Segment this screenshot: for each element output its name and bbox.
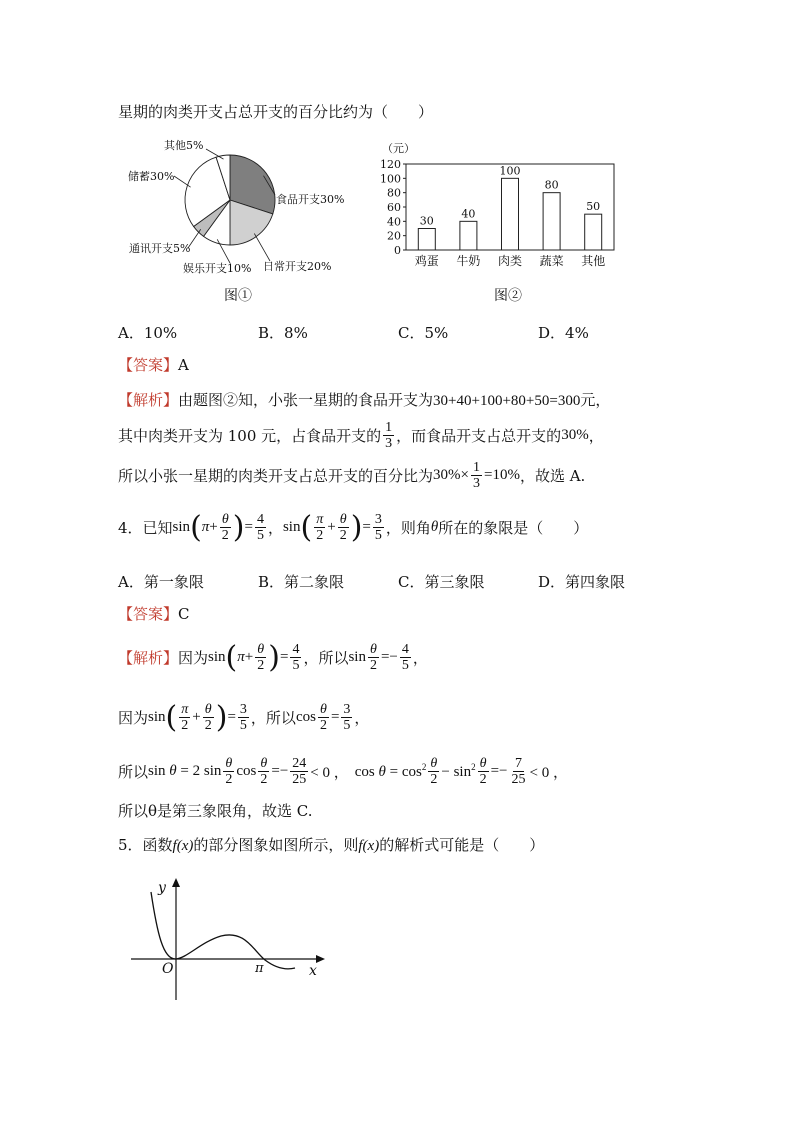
answer-tag: 【答案】	[118, 605, 179, 623]
analysis-text: 所以	[118, 763, 149, 781]
answer-tag: 【答案】	[118, 356, 179, 374]
bar-value-label: 100	[499, 164, 521, 178]
q4-option-a[interactable]: A．第一象限	[118, 573, 204, 591]
q3-option-c[interactable]: C．5%	[398, 324, 449, 342]
bar-value-label: 40	[461, 207, 476, 221]
pie-label: 储蓄30%	[128, 170, 175, 183]
answer-value: A	[178, 356, 189, 374]
q4-option-c[interactable]: C．第三象限	[398, 573, 485, 591]
q5-stem-text: 的解析式可能是（ ）	[379, 836, 545, 854]
q4-option-d[interactable]: D．第四象限	[538, 573, 626, 591]
q4-analysis-line2: 因为 sin ( $\frac{\pi}{2}$ + $\frac{\theta}{2}$ ) = $\frac{3}{5}$ ，所以 cos $\frac{\theta}{2}$ = $\frac{3}{5}$ ，	[118, 700, 370, 735]
bar-chart-yticks	[380, 158, 401, 257]
analysis-text: 其中肉类开支为 100 元，占食品开支的	[118, 427, 382, 445]
bar-chart-ytick-label: 40	[387, 215, 401, 229]
analysis-text: 因为	[178, 649, 209, 667]
q4-analysis-line1: 【解析】 因为 sin ( π + $\frac{\theta}{2}$ ) = $\frac{4}{5}$ ，所以 sin $\frac{\theta}{2}$ =− $\frac{4}{5}$ ，	[118, 640, 428, 675]
analysis-text: ，而食品开支占总开支的	[396, 427, 562, 445]
q4-stem: 4．已知 sin ( π + $\frac{\theta}{2}$ ) = $\frac{4}{5}$ ， sin ( $\frac{\pi}{2}$ + $\frac{\theta}{2}$ ) = $\frac{3}{5}$ ，则角 θ 所在的象限是（ ）	[118, 510, 589, 545]
analysis-text: ，	[588, 427, 604, 445]
function-curve	[151, 892, 295, 969]
bar-category-label: 牛奶	[456, 254, 481, 268]
q3-option-a[interactable]: A．10%	[118, 324, 178, 342]
q3-option-d[interactable]: D．4%	[538, 324, 589, 342]
q3-analysis-line2	[118, 420, 604, 451]
pie-leader-line	[254, 233, 270, 261]
bar-chart-ytick-label: 120	[380, 158, 401, 171]
q4-stem-text: 4．已知	[118, 519, 173, 537]
bar	[460, 221, 477, 250]
bar-chart-ylabel: （元）	[382, 142, 415, 155]
origin-label: O	[162, 961, 174, 977]
fig1-caption: 图①	[224, 288, 252, 304]
y-axis-label: y	[158, 880, 166, 896]
q3-analysis-line1	[118, 389, 610, 410]
bar-chart-ytick-label: 80	[387, 186, 401, 200]
bar-chart-category-labels	[415, 253, 605, 268]
q4-stem-text: 所在的象限是（ ）	[438, 519, 589, 537]
analysis-text: ，所以	[303, 649, 349, 667]
pie-slices	[185, 155, 275, 245]
bar-category-label: 其他	[581, 254, 606, 268]
analysis-text-end: 元，	[580, 391, 611, 409]
analysis-math: 30%	[561, 427, 589, 443]
analysis-text: 所以小张一星期的肉类开支占总开支的百分比为	[118, 467, 434, 485]
pie-label: 娱乐开支10%	[183, 262, 252, 275]
bar-chart-bars	[418, 178, 601, 250]
q4-analysis-line3: 所以 sin θ = 2 sin $\frac{\theta}{2}$ cos $\frac{\theta}{2}$ =− $\frac{24}{25}$ < 0 ， $\cos \theta = \cos^2$ $\frac{\theta}{2}$ − $\sin^2$ $\frac{\theta}{2}$ =− $\frac{7}{25}$ < 0 ，	[118, 756, 568, 787]
q3-stem: 星期的肉类开支占总开支的百分比约为（ ）	[118, 103, 434, 121]
x-axis-arrow	[316, 955, 325, 963]
answer-value: C	[178, 605, 190, 623]
analysis-tag: 【解析】	[118, 649, 179, 667]
analysis-text: ，所以	[250, 709, 296, 727]
bar-chart	[368, 138, 628, 273]
q5-stem-text: 5．函数	[118, 836, 173, 854]
q4-answer	[118, 603, 190, 624]
q4-stem-text: ，则角	[385, 519, 431, 537]
fraction-one-third: $\frac{1}{3}$	[385, 420, 393, 451]
x-axis-label: x	[309, 963, 317, 979]
pie-chart	[110, 130, 360, 305]
function-symbol: f(x)	[172, 838, 194, 854]
pi-label: π	[255, 961, 264, 976]
bar	[502, 178, 519, 250]
bar	[418, 229, 435, 251]
q5-stem	[118, 834, 544, 855]
theta-symbol: θ	[430, 519, 439, 535]
analysis-math: =10%	[483, 467, 520, 483]
analysis-text: ，	[412, 649, 428, 667]
q3-answer	[118, 354, 189, 375]
q3-analysis-line3	[118, 460, 585, 491]
q5-stem-text: 的部分图象如图所示，则	[193, 836, 359, 854]
pie-label: 其他5%	[164, 139, 204, 152]
analysis-text: 因为	[118, 709, 149, 727]
bar-chart-ytick-label: 100	[380, 172, 401, 186]
pie-leader-line	[174, 176, 191, 187]
analysis-math: 30%×	[433, 467, 469, 483]
bar-category-label: 蔬菜	[539, 254, 564, 268]
analysis-text: 由题图②知，小张一星期的食品开支为	[178, 391, 434, 409]
function-graph	[125, 872, 335, 1007]
q3-option-b[interactable]: B．8%	[258, 324, 308, 342]
analysis-math: 30+40+100+80+50=300	[433, 393, 581, 409]
pie-label: 通讯开支5%	[129, 242, 191, 255]
bar	[543, 193, 560, 250]
q4-option-b[interactable]: B．第二象限	[258, 573, 345, 591]
bar-chart-ytick-label: 20	[387, 229, 401, 243]
function-symbol: f(x)	[358, 838, 380, 854]
fig2-caption: 图②	[494, 288, 522, 304]
fraction-one-third: $\frac{1}{3}$	[472, 460, 480, 491]
analysis-text: ，	[354, 709, 370, 727]
analysis-tag: 【解析】	[118, 391, 179, 409]
bar	[585, 214, 602, 250]
bar-chart-ytick-label: 0	[394, 244, 401, 257]
bar-value-label: 30	[419, 214, 434, 228]
bar-category-label: 鸡蛋	[414, 254, 439, 268]
bar-value-label: 80	[544, 178, 559, 192]
analysis-text: ，故选 A.	[519, 467, 586, 485]
bar-value-label: 50	[586, 200, 601, 214]
q4-conclusion: 所以θ是第三象限角，故选 C.	[118, 802, 313, 820]
pie-label: 日常开支20%	[263, 260, 332, 273]
bar-chart-ytick-label: 60	[387, 201, 401, 214]
bar-category-label: 肉类	[497, 254, 523, 268]
q4-separator: ，	[267, 519, 283, 537]
y-axis-arrow	[172, 878, 180, 887]
pie-label: 食品开支30%	[276, 193, 345, 206]
